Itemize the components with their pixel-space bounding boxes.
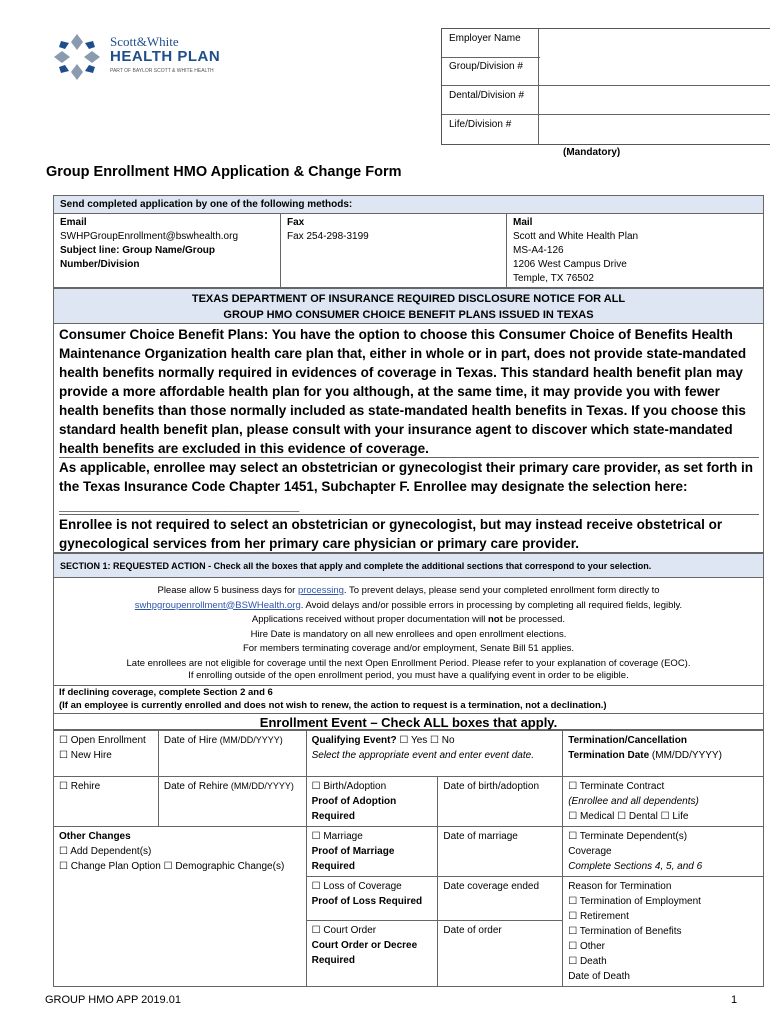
date-of-death-label: Date of Death bbox=[568, 971, 630, 982]
medical-dental-life-checkbox[interactable]: ☐ Medical ☐ Dental ☐ Life bbox=[568, 811, 689, 822]
date-of-hire-cell[interactable]: Date of Hire (MM/DD/YYYY) bbox=[158, 731, 306, 777]
fax-number: Fax 254-298-3199 bbox=[287, 231, 369, 242]
mail-line: 1206 West Campus Drive bbox=[513, 259, 627, 270]
logo-line3: PART OF BAYLOR SCOTT & WHITE HEALTH bbox=[110, 68, 214, 74]
enrollment-email-link[interactable]: swhpgroupenrollment@BSWHealth.org bbox=[134, 599, 301, 611]
instruction-line2: swhpgroupenrollment@BSWHealth.org. Avoid delays and/or possible errors in processing by completing all required fields, legibly. bbox=[134, 599, 683, 611]
tdi-heading bbox=[54, 289, 763, 324]
email-header: Email bbox=[60, 217, 87, 228]
declining-line1: If declining coverage, complete Section 2 and 6 bbox=[59, 687, 273, 698]
logo-line1: Scott&White bbox=[110, 34, 179, 49]
tdi-obgyn-paragraph: As applicable, enrollee may select an obstetrician or gynecologist their primary care provider, as set forth in the Texas Insurance Code Chapter 1451, Subchapter F. Enrollee may designate the selection here: ________________________________ bbox=[59, 458, 759, 515]
instruction-line3: Applications received without proper documentation will not be processed. bbox=[251, 614, 566, 625]
declining-note bbox=[54, 685, 763, 712]
new-hire-checkbox[interactable]: ☐ New Hire bbox=[59, 750, 112, 761]
retirement-checkbox[interactable]: ☐ Retirement bbox=[568, 911, 629, 922]
table-row bbox=[54, 827, 764, 877]
send-heading: Send completed application by one of the following methods: bbox=[54, 196, 763, 214]
terminate-contract-cell: ☐ Terminate Contract (Enrollee and all dependents) ☐ Medical ☐ Dental ☐ Life bbox=[563, 777, 764, 827]
group-division-row bbox=[442, 57, 770, 86]
other-changes-header: Other Changes bbox=[59, 831, 131, 842]
order-date-cell[interactable]: Date of order bbox=[438, 921, 563, 987]
qualifying-label: Qualifying Event? bbox=[311, 735, 397, 746]
court-order-cell: ☐ Court Order Court Order or Decree Required bbox=[306, 921, 438, 987]
table-row bbox=[54, 731, 764, 777]
instruction-line1: Please allow 5 business days for processing. To prevent delays, please send your completed enrollment form directly to bbox=[157, 585, 660, 596]
marriage-cell: ☐ Marriage Proof of Marriage Required bbox=[306, 827, 438, 877]
employer-name-label: Employer Name bbox=[442, 29, 539, 57]
termination-benefits-checkbox[interactable]: ☐ Termination of Benefits bbox=[568, 926, 682, 937]
termination-cancellation-header: Termination/Cancellation bbox=[568, 735, 687, 746]
group-division-label: Group/Division # bbox=[442, 57, 539, 85]
logo-line2: HEALTH PLAN bbox=[110, 48, 221, 65]
tdi-not-required-paragraph: Enrollee is not required to select an obstetrician or gynecologist, but may instead receive obstetrical or gynecological services from her primary care physician or primary care provider. bbox=[59, 517, 723, 551]
email-subject-line2: Number/Division bbox=[60, 259, 140, 270]
instruction-line4: Hire Date is mandatory on all new enrollees and open enrollment elections. bbox=[250, 628, 567, 640]
tdi-consumer-choice-paragraph: Consumer Choice Benefit Plans: You have the option to choose this Consumer Choice of Benefits Health Maintenance Organization health care plan that, either in whole or in part, does not provide state-mandated health benefits normally required in evidences of coverage in Texas. This standard health benefit plan may provide a more affordable health plan for you although, at the same time, it may provide you with fewer health benefits than those normally included as state-mandated health benefits in Texas. If you choose this standard health benefit plan, please consult with your insurance agent to discover which state-mandated health benefits are excluded in this evidence of coverage. bbox=[59, 325, 759, 458]
enrollment-event-title: Enrollment Event – Check ALL boxes that apply. bbox=[54, 713, 763, 731]
termination-reason-cell bbox=[563, 877, 764, 987]
mandatory-note: (Mandatory) bbox=[563, 147, 621, 158]
enrollment-event-table bbox=[53, 730, 764, 987]
terminate-dependent-cell: ☐ Terminate Dependent(s) Coverage Complete Sections 4, 5, and 6 bbox=[563, 827, 764, 877]
birth-adoption-checkbox[interactable]: ☐ Birth/Adoption bbox=[311, 781, 387, 792]
open-new-hire-cell bbox=[54, 731, 159, 777]
email-address[interactable]: SWHPGroupEnrollment@bswhealth.org bbox=[60, 231, 239, 242]
rehire-checkbox[interactable]: ☐ Rehire bbox=[59, 781, 101, 792]
instruction-line5: For members terminating coverage and/or employment, Senate Bill 51 applies. bbox=[242, 643, 575, 654]
form-title: Group Enrollment HMO Application & Change Form bbox=[46, 164, 402, 180]
mail-column bbox=[507, 214, 763, 287]
termination-header-cell: Termination/Cancellation Termination Date (MM/DD/YYYY) bbox=[563, 731, 764, 777]
other-reason-checkbox[interactable]: ☐ Other bbox=[568, 941, 605, 952]
mail-line: MS-A4-126 bbox=[513, 245, 564, 256]
termination-date-label: Termination Date bbox=[568, 750, 650, 761]
birth-date-cell[interactable]: Date of birth/adoption bbox=[438, 777, 563, 827]
tdi-heading-line1: TEXAS DEPARTMENT OF INSURANCE REQUIRED DISCLOSURE NOTICE FOR ALL bbox=[191, 293, 626, 305]
email-column bbox=[54, 214, 281, 287]
birth-adoption-cell: ☐ Birth/Adoption Proof of Adoption Required bbox=[306, 777, 438, 827]
tdi-heading-line2: GROUP HMO CONSUMER CHOICE BENEFIT PLANS ISSUED IN TEXAS bbox=[223, 309, 594, 321]
life-division-row bbox=[442, 115, 770, 144]
footer-page-number: 1 bbox=[731, 994, 738, 1006]
employer-name-input[interactable] bbox=[540, 29, 770, 57]
mail-header: Mail bbox=[513, 217, 533, 228]
section1-box bbox=[53, 553, 764, 730]
declining-line2: (If an employee is currently enrolled and does not wish to renew, the action to request is a termination, not a declination.) bbox=[59, 700, 607, 711]
life-division-label: Life/Division # bbox=[442, 115, 539, 144]
loss-of-coverage-checkbox[interactable]: ☐ Loss of Coverage bbox=[311, 881, 402, 892]
death-checkbox[interactable]: ☐ Death bbox=[568, 956, 607, 967]
fax-column bbox=[281, 214, 507, 287]
court-order-checkbox[interactable]: ☐ Court Order bbox=[311, 925, 377, 937]
add-dependent-checkbox[interactable]: ☐ Add Dependent(s) bbox=[59, 846, 152, 857]
fax-header: Fax bbox=[287, 217, 305, 228]
processing-link[interactable]: processing bbox=[297, 585, 344, 596]
marriage-checkbox[interactable]: ☐ Marriage bbox=[311, 831, 363, 842]
rehire-cell bbox=[54, 777, 159, 827]
tdi-notice-box bbox=[53, 288, 764, 553]
open-enrollment-checkbox[interactable]: ☐ Open Enrollment bbox=[59, 735, 146, 746]
logo-mark-icon bbox=[52, 32, 102, 82]
qualifying-yes-no-checkbox[interactable]: ☐ Yes ☐ No bbox=[396, 735, 455, 746]
table-row bbox=[54, 777, 764, 827]
terminate-dependent-checkbox[interactable]: ☐ Terminate Dependent(s) bbox=[568, 831, 688, 842]
qualifying-event-cell bbox=[306, 731, 563, 777]
marriage-date-cell[interactable]: Date of marriage bbox=[438, 827, 563, 877]
employer-name-row bbox=[442, 29, 770, 58]
termination-reason-header: Reason for Termination bbox=[568, 881, 672, 892]
send-methods-box bbox=[53, 195, 764, 288]
life-division-input[interactable] bbox=[540, 115, 770, 143]
change-plan-demographic-checkbox[interactable]: ☐ Change Plan Option ☐ Demographic Change(s) bbox=[59, 861, 285, 872]
instruction-line7: If enrolling outside of the open enrollment period, you must have a qualifying event in order to be eligible. bbox=[188, 670, 629, 681]
section1-heading: SECTION 1: REQUESTED ACTION - Check all the boxes that apply and complete the additional sections that correspond to your selection. bbox=[54, 554, 763, 578]
mail-line: Scott and White Health Plan bbox=[513, 231, 639, 242]
loss-of-coverage-cell: ☐ Loss of Coverage Proof of Loss Required bbox=[306, 877, 438, 921]
dental-division-label: Dental/Division # bbox=[442, 86, 539, 114]
footer-form-id: GROUP HMO APP 2019.01 bbox=[45, 994, 181, 1006]
dental-division-input[interactable] bbox=[540, 86, 770, 114]
date-of-rehire-cell[interactable]: Date of Rehire (MM/DD/YYYY) bbox=[158, 777, 306, 827]
mail-line: Temple, TX 76502 bbox=[513, 273, 594, 284]
email-subject-line1: Subject line: Group Name/Group bbox=[60, 245, 216, 256]
terminate-contract-checkbox[interactable]: ☐ Terminate Contract bbox=[568, 781, 665, 792]
qualifying-note: Select the appropriate event and enter event date. bbox=[311, 750, 534, 761]
section1-instructions bbox=[54, 584, 763, 681]
other-changes-cell bbox=[54, 827, 307, 987]
logo bbox=[52, 32, 232, 82]
dental-division-row bbox=[442, 86, 770, 115]
termination-employment-checkbox[interactable]: ☐ Termination of Employment bbox=[568, 896, 701, 907]
instruction-line6: Late enrollees are not eligible for coverage until the next Open Enrollment Period. Please refer to your explanation of coverage (EOC). bbox=[126, 657, 691, 669]
coverage-ended-date-cell[interactable]: Date coverage ended bbox=[438, 877, 563, 921]
group-division-input[interactable] bbox=[540, 57, 770, 85]
employer-info-box bbox=[441, 28, 770, 145]
